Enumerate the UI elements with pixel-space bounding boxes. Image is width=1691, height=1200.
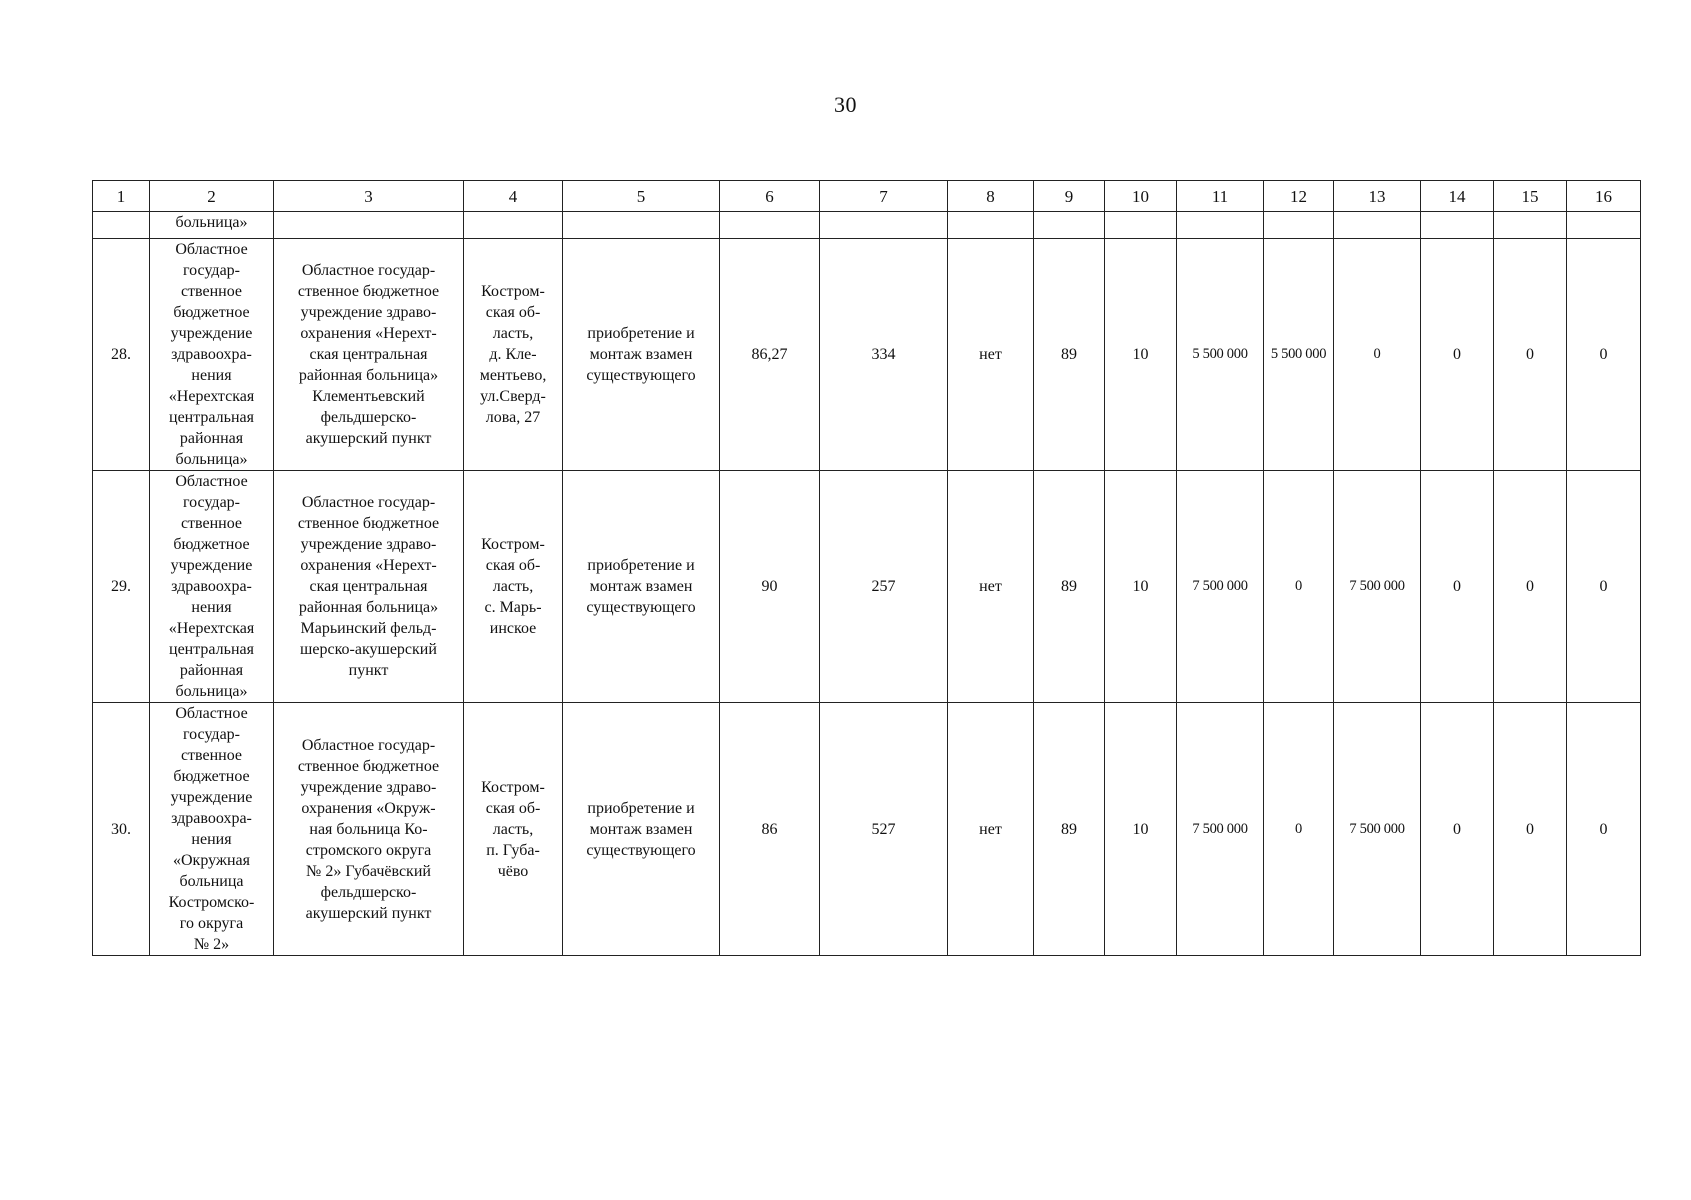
institution-cell: Областное государ- ственное бюджетное учреждение здравоохра- нения «Окружная больница Костромско- го округа № 2» xyxy=(150,703,274,956)
column-header: 9 xyxy=(1034,181,1105,212)
column-header: 3 xyxy=(274,181,464,212)
amount-cell: 7 500 000 xyxy=(1334,471,1421,703)
column-header: 6 xyxy=(720,181,820,212)
table-cell xyxy=(948,212,1034,239)
table-cell: 10 xyxy=(1105,703,1177,956)
table-cell: 89 xyxy=(1034,703,1105,956)
table-cell: 0 xyxy=(1567,239,1641,471)
amount-cell: 0 xyxy=(1334,239,1421,471)
table-cell: 0 xyxy=(1421,471,1494,703)
address-cell: Костром- ская об- ласть, д. Кле- ментьево, ул.Сверд- лова, 27 xyxy=(464,239,563,471)
table-cell: 0 xyxy=(1421,239,1494,471)
object-cell: Областное государ- ственное бюджетное учреждение здраво- охранения «Нерехт- ская центральная районная больница» Клементьевский фельдшерско- акушерский пункт xyxy=(274,239,464,471)
institution-cell: Областное государ- ственное бюджетное учреждение здравоохра- нения «Нерехтская центральная районная больница» xyxy=(150,239,274,471)
table-row xyxy=(93,239,1641,471)
object-cell: Областное государ- ственное бюджетное учреждение здраво- охранения «Нерехт- ская центральная районная больница» Марьинский фельд- шерско-акушерский пункт xyxy=(274,471,464,703)
table-cell: 90 xyxy=(720,471,820,703)
table-cell: 0 xyxy=(1494,703,1567,956)
table-cell: 0 xyxy=(1567,471,1641,703)
amount-cell: 7 500 000 xyxy=(1177,471,1264,703)
column-header: 8 xyxy=(948,181,1034,212)
action-cell: приобретение и монтаж взамен существующего xyxy=(563,239,720,471)
table-cell xyxy=(93,212,150,239)
data-table xyxy=(92,180,1641,956)
amount-cell: 5 500 000 xyxy=(1177,239,1264,471)
table-cell xyxy=(1264,212,1334,239)
amount-cell: 0 xyxy=(1264,703,1334,956)
table-cell: 257 xyxy=(820,471,948,703)
table-cell xyxy=(274,212,464,239)
table-row xyxy=(93,471,1641,703)
row-number-cell: 29. xyxy=(93,471,150,703)
table-cell: 89 xyxy=(1034,471,1105,703)
table-cell: 0 xyxy=(1494,471,1567,703)
institution-cell: Областное государ- ственное бюджетное учреждение здравоохра- нения «Нерехтская центральная районная больница» xyxy=(150,471,274,703)
column-header: 11 xyxy=(1177,181,1264,212)
amount-cell: 7 500 000 xyxy=(1177,703,1264,956)
column-header: 4 xyxy=(464,181,563,212)
table-row xyxy=(93,703,1641,956)
address-cell: Костром- ская об- ласть, п. Губа- чёво xyxy=(464,703,563,956)
column-header: 13 xyxy=(1334,181,1421,212)
table-cell: нет xyxy=(948,703,1034,956)
table-cell: 10 xyxy=(1105,239,1177,471)
column-number-row xyxy=(93,181,1641,212)
action-cell: приобретение и монтаж взамен существующего xyxy=(563,471,720,703)
table-cell xyxy=(1177,212,1264,239)
column-header: 5 xyxy=(563,181,720,212)
object-cell: Областное государ- ственное бюджетное учреждение здраво- охранения «Окруж- ная больница Ко- стромского округа № 2» Губачёвский фельдшерско- акушерский пункт xyxy=(274,703,464,956)
table-cell: 89 xyxy=(1034,239,1105,471)
table-cell xyxy=(720,212,820,239)
table-cell: 527 xyxy=(820,703,948,956)
table-cell: 86,27 xyxy=(720,239,820,471)
action-cell: приобретение и монтаж взамен существующего xyxy=(563,703,720,956)
table-cell xyxy=(1494,212,1567,239)
table-cell: 0 xyxy=(1421,703,1494,956)
table-cell xyxy=(1105,212,1177,239)
table-cell xyxy=(464,212,563,239)
table-cell: 10 xyxy=(1105,471,1177,703)
column-header: 15 xyxy=(1494,181,1567,212)
column-header: 14 xyxy=(1421,181,1494,212)
table-cell: нет xyxy=(948,239,1034,471)
column-header: 1 xyxy=(93,181,150,212)
amount-cell: 5 500 000 xyxy=(1264,239,1334,471)
continuation-cell: больница» xyxy=(150,212,274,239)
address-cell: Костром- ская об- ласть, с. Марь- инское xyxy=(464,471,563,703)
column-header: 10 xyxy=(1105,181,1177,212)
table-cell: нет xyxy=(948,471,1034,703)
table-cell xyxy=(1421,212,1494,239)
page-number: 30 xyxy=(834,92,857,117)
table-cell: 334 xyxy=(820,239,948,471)
amount-cell: 7 500 000 xyxy=(1334,703,1421,956)
continuation-row xyxy=(93,212,1641,239)
row-number-cell: 30. xyxy=(93,703,150,956)
table-cell xyxy=(563,212,720,239)
table-cell: 0 xyxy=(1494,239,1567,471)
column-header: 16 xyxy=(1567,181,1641,212)
column-header: 2 xyxy=(150,181,274,212)
column-header: 7 xyxy=(820,181,948,212)
table-cell: 86 xyxy=(720,703,820,956)
table-cell xyxy=(820,212,948,239)
row-number-cell: 28. xyxy=(93,239,150,471)
amount-cell: 0 xyxy=(1264,471,1334,703)
table-cell xyxy=(1334,212,1421,239)
table-cell: 0 xyxy=(1567,703,1641,956)
table-cell xyxy=(1034,212,1105,239)
table-cell xyxy=(1567,212,1641,239)
column-header: 12 xyxy=(1264,181,1334,212)
